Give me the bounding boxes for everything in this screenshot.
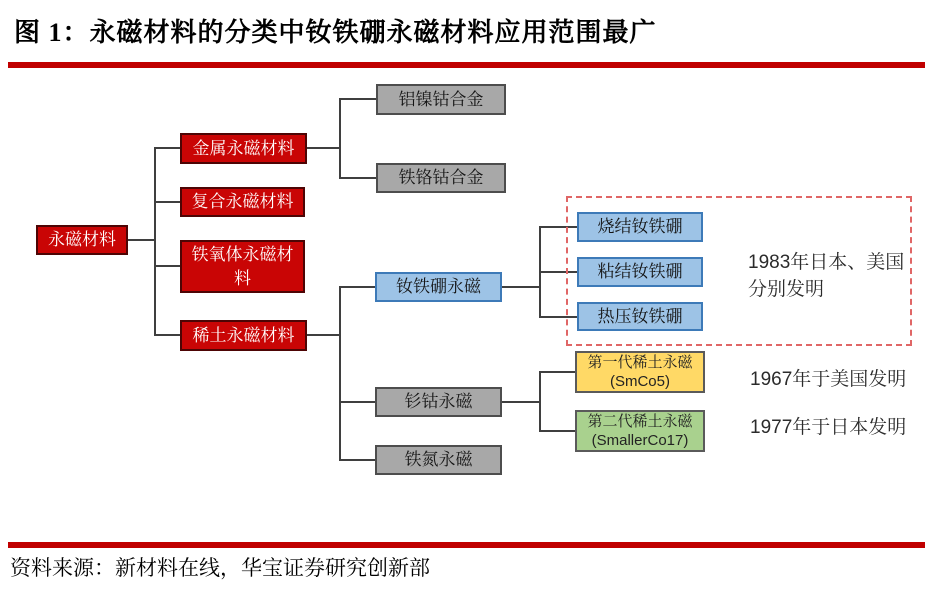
connector-line: [539, 371, 541, 432]
node-alnico-alloy: 铝镍钴合金: [376, 84, 506, 115]
figure-title: 图 1：永磁材料的分类中钕铁硼永磁材料应用范围最广: [14, 18, 657, 47]
annotation-sm2co17-invention: 1977年于日本发明: [750, 417, 907, 438]
node-permanent-magnet-root: 永磁材料: [36, 225, 128, 255]
connector-line: [156, 201, 180, 203]
node-metal-permanent-magnet: 金属永磁材料: [180, 133, 307, 164]
connector-line: [341, 459, 375, 461]
annotation-smco5-invention: 1967年于美国发明: [750, 369, 907, 390]
connector-line: [341, 177, 376, 179]
node-gen1-label: 第一代稀土永磁: [587, 354, 693, 371]
node-gen2-rare-earth-sm2co17: [575, 410, 705, 452]
connector-line: [341, 401, 375, 403]
top-red-rule: [8, 62, 925, 68]
node-fecrco-alloy: 铁铬钴合金: [376, 163, 506, 193]
connector-line: [339, 98, 341, 179]
connector-line: [502, 401, 539, 403]
connector-line: [341, 98, 376, 100]
connector-line: [156, 334, 180, 336]
node-bonded-ndfeb: 粘结钕铁硼: [577, 257, 703, 287]
node-ndfeb-permanent-magnet: 钕铁硼永磁: [375, 272, 502, 302]
connector-line: [339, 286, 341, 461]
connector-line: [156, 265, 180, 267]
node-gen2-label: 第二代稀土永磁: [587, 413, 693, 430]
annotation-ndfeb-invention-line1: 1983年日本、美国: [748, 252, 905, 273]
node-gen1-formula: (SmCo5): [609, 373, 670, 390]
connector-line: [156, 147, 180, 149]
node-composite-permanent-magnet: 复合永磁材料: [180, 187, 305, 217]
node-gen2-formula: (SmallerCo17): [591, 432, 689, 449]
node-smco-permanent-magnet: 钐钴永磁: [375, 387, 502, 417]
connector-line: [541, 430, 575, 432]
node-gen1-rare-earth-smco5: [575, 351, 705, 393]
node-ferrite-permanent-magnet: 铁氧体永磁材料: [180, 240, 305, 293]
connector-line: [502, 286, 539, 288]
bottom-red-rule: [8, 542, 925, 548]
source-attribution: 资料来源：新材料在线，华宝证券研究创新部: [10, 556, 430, 580]
annotation-ndfeb-invention-line2: 分别发明: [748, 279, 825, 300]
connector-line: [307, 147, 339, 149]
connector-line: [127, 239, 155, 241]
connector-line: [341, 286, 375, 288]
connector-line: [307, 334, 339, 336]
connector-line: [541, 371, 575, 373]
connector-line: [154, 147, 156, 336]
annotation-ndfeb-invention: [748, 249, 904, 303]
node-rare-earth-permanent-magnet: 稀土永磁材料: [180, 320, 307, 351]
node-sintered-ndfeb: 烧结钕铁硼: [577, 212, 703, 242]
node-fen-permanent-magnet: 铁氮永磁: [375, 445, 502, 475]
node-hot-pressed-ndfeb: 热压钕铁硼: [577, 302, 703, 331]
